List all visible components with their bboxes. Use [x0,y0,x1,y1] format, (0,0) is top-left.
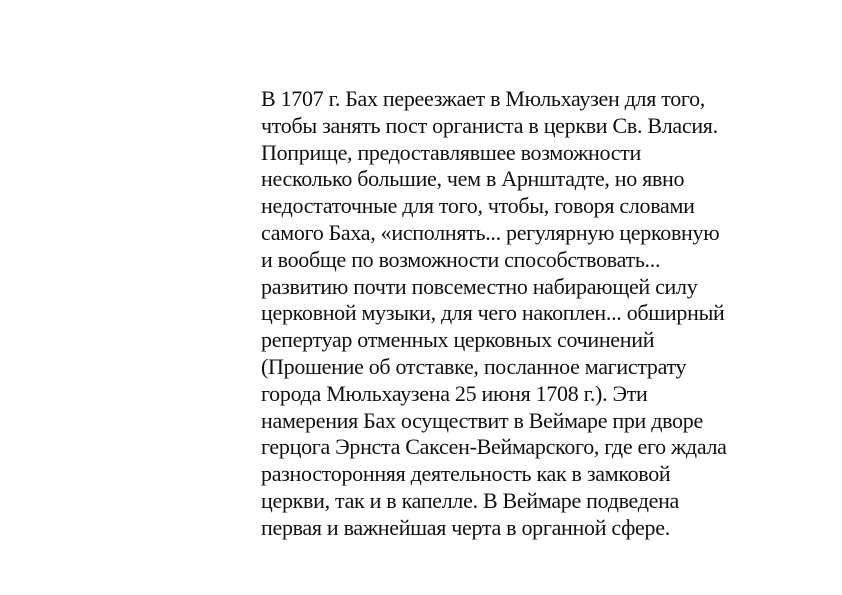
text-line: В 1707 г. Бах переезжает в Мюльхаузен для того, [261,86,706,111]
text-line: намерения Бах осуществит в Веймаре при дворе [261,407,703,433]
text-line: и вообще по возможности способствовать... [261,246,661,272]
text-line: недостаточные для того, чтобы, говоря словами [261,193,695,219]
body-paragraph [261,86,821,542]
text-line: самого Баха, «исполнять... регулярную церковную [261,219,720,245]
text-line: церковной музыки, для чего накоплен... обширный [261,300,725,326]
text-line: (Прошение об отставке, посланное магистрату [261,353,687,379]
text-line: репертуар отменных церковных сочинений [261,327,655,353]
text-line: города Мюльхаузена 25 июня 1708 г.). Эти [261,380,648,406]
text-line: развитию почти повсеместно набирающей силу [261,273,698,299]
text-line: церкви, так и в капелле. В Веймаре подведена [261,487,680,513]
text-line: чтобы занять пост органиста в церкви Св. Власия. [261,112,718,138]
text-line: герцога Эрнста Саксен-Веймарского, где его ждала [261,434,727,460]
text-line: первая и важнейшая черта в органной сфере. [261,514,670,540]
text-line: разносторонняя деятельность как в замковой [261,461,671,487]
text-line: Поприще, предоставлявшее возможности [261,139,641,165]
text-line: несколько большие, чем в Арнштадте, но явно [261,166,685,192]
